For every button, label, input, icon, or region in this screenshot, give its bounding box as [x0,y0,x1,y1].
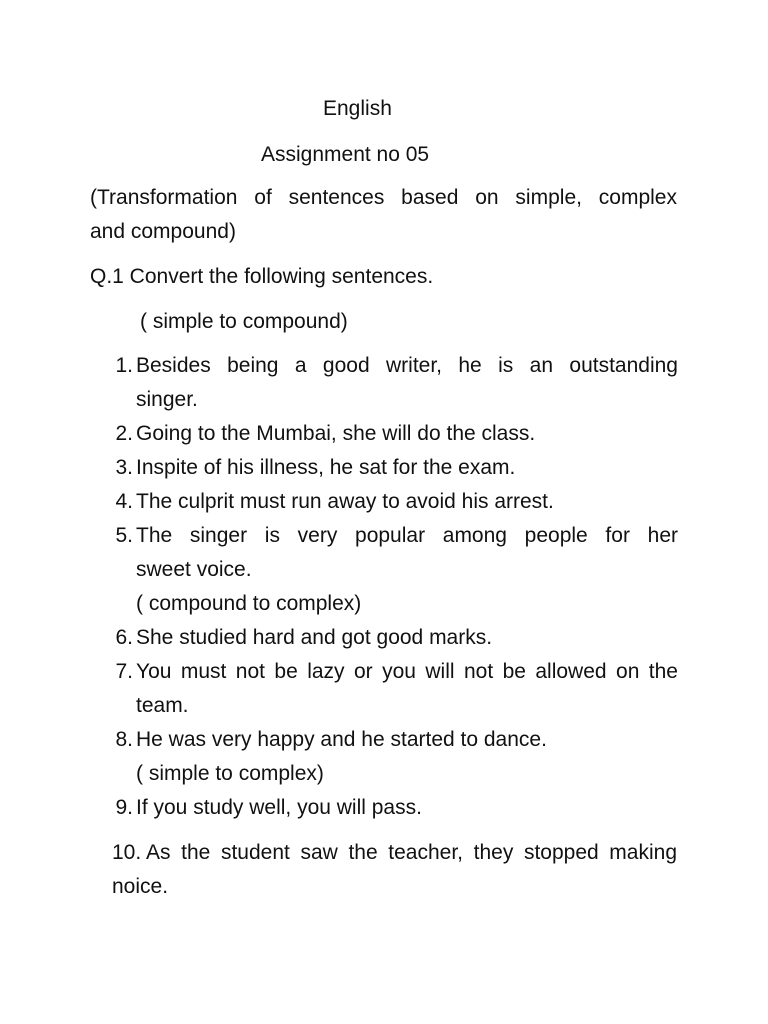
list-item [136,349,678,417]
list-item-line: You must not be lazy or you will not be allowed on the [136,660,678,683]
item-number: 1. [115,354,133,377]
list-item [136,655,678,723]
section-simple-to-compound: ( simple to compound) [140,310,348,333]
question-label: Q.1 Convert the following sentences. [90,265,434,288]
item-number: 10. [112,841,142,864]
list-item [136,519,678,587]
list-item: He was very happy and he started to dance. [136,728,547,751]
list-item-line: sweet voice. [136,558,252,581]
item-number: 5. [115,524,133,547]
list-item: She studied hard and got good marks. [136,626,493,649]
item-number: 7. [115,660,133,683]
item-number: 8. [115,728,133,751]
list-item-line: As the student saw the teacher, they stopped making [146,841,677,864]
list-item-line: The singer is very popular among people for her [136,524,678,547]
list-item-line: team. [136,694,189,717]
topic-line-2: and compound) [90,220,236,243]
list-item: Going to the Mumbai, she will do the class. [136,422,536,445]
topic-line-1: (Transformation of sentences based on simple, complex [90,186,677,209]
item-number: 2. [115,422,133,445]
list-item: If you study well, you will pass. [136,796,422,819]
list-item: Inspite of his illness, he sat for the exam. [136,456,516,479]
item-number: 3. [115,456,133,479]
item-number: 6. [115,626,133,649]
section-simple-to-complex: ( simple to complex) [136,762,324,785]
item-number: 4. [115,490,133,513]
item-number: 9. [115,796,133,819]
list-item: The culprit must run away to avoid his arrest. [136,490,554,513]
list-item-line: noice. [112,875,169,898]
section-compound-to-complex: ( compound to complex) [136,592,362,615]
list-item-line: Besides being a good writer, he is an outstanding [136,354,678,377]
assignment-title: Assignment no 05 [261,143,430,166]
subject-heading: English [323,97,392,120]
list-item-line: singer. [136,388,198,411]
